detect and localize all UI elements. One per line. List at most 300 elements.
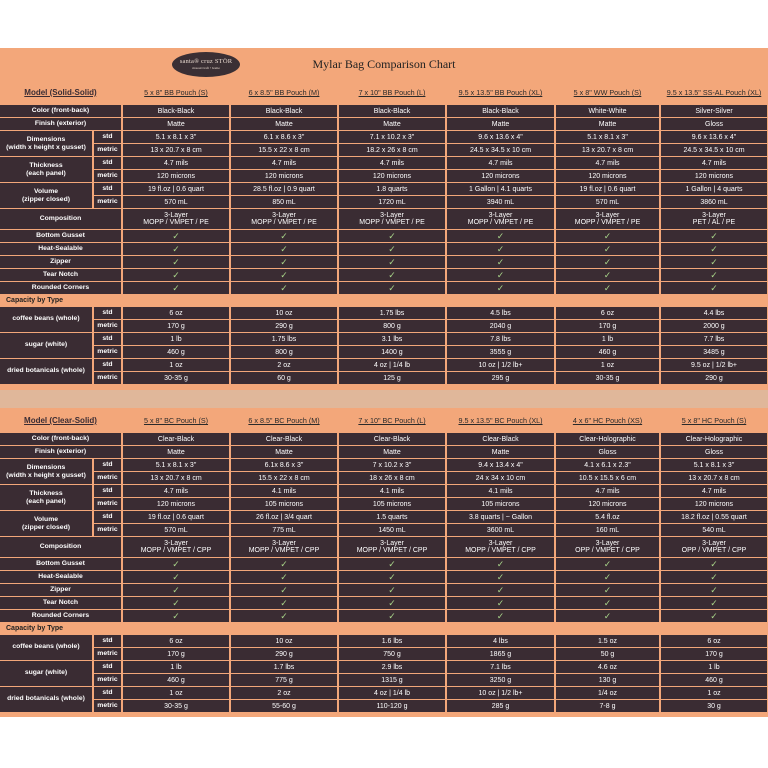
check-icon: ✓ [603, 584, 612, 595]
check-icon: ✓ [280, 269, 288, 280]
check-icon: ✓ [603, 558, 612, 569]
capacity-std-value: 1 oz [123, 687, 229, 699]
check-icon: ✓ [172, 269, 180, 280]
capacity-std-value: 4 oz | 1/4 lb [339, 359, 445, 371]
check-icon: ✓ [710, 610, 718, 621]
thickness-std-value: 4.7 mils [123, 485, 229, 497]
check-icon [123, 584, 229, 596]
thickness-metric-value: 120 microns [556, 170, 659, 182]
metric-label: metric [94, 346, 121, 358]
check-icon [661, 230, 767, 242]
color-value: Clear-Black [231, 433, 337, 445]
metric-label: metric [94, 170, 121, 182]
dimensions-metric-value: 15.5 x 22 x 8 cm [231, 144, 337, 156]
check-icon [231, 584, 337, 596]
check-icon: ✓ [496, 230, 505, 241]
composition-value: 3-Layer MOPP / VMPET / PE [231, 209, 337, 229]
check-icon: ✓ [280, 558, 288, 569]
feature-label: Rounded Corners [0, 282, 121, 294]
check-icon: ✓ [280, 584, 288, 595]
capacity-type-label: dried botanicals (whole) [0, 687, 92, 712]
capacity-std-value: 10 oz | 1/2 lb+ [447, 359, 554, 371]
capacity-metric-value: 30-35 g [556, 372, 659, 384]
volume-std-value: 19 fl.oz | 0.6 quart [556, 183, 659, 195]
dimensions-std-value: 5.1 x 8.1 x 3" [123, 459, 229, 471]
check-icon [556, 243, 659, 255]
check-icon: ✓ [710, 269, 718, 280]
check-icon [661, 571, 767, 583]
dimensions-metric-value: 15.5 x 22 x 8 cm [231, 472, 337, 484]
capacity-type-label: dried botanicals (whole) [0, 359, 92, 384]
check-icon: ✓ [496, 584, 505, 595]
capacity-std-value: 2.9 lbs [339, 661, 445, 673]
capacity-metric-value: 460 g [123, 346, 229, 358]
check-icon [661, 256, 767, 268]
capacity-metric-value: 130 g [556, 674, 659, 686]
capacity-metric-value: 1315 g [339, 674, 445, 686]
color-value: Clear-Holographic [556, 433, 659, 445]
check-icon [339, 584, 445, 596]
composition-value: 3-Layer OPP / VMPET / CPP [556, 537, 659, 557]
capacity-std-value: 1.5 oz [556, 635, 659, 647]
color-value: Clear-Holographic [661, 433, 767, 445]
volume-metric-value: 570 mL [123, 196, 229, 208]
check-icon: ✓ [280, 256, 288, 267]
capacity-metric-value: 1865 g [447, 648, 554, 660]
dimensions-std-value: 9.4 x 13.4 x 4" [447, 459, 554, 471]
feature-label: Rounded Corners [0, 610, 121, 622]
capacity-metric-value: 460 g [123, 674, 229, 686]
check-icon [447, 256, 554, 268]
volume-std-value: 18.2 fl.oz | 0.55 quart [661, 511, 767, 523]
check-icon: ✓ [710, 282, 718, 293]
metric-label: metric [94, 472, 121, 484]
capacity-std-value: 10 oz [231, 635, 337, 647]
check-icon [447, 571, 554, 583]
volume-label: Volume (zipper closed) [0, 183, 92, 208]
check-icon [339, 230, 445, 242]
check-icon [123, 243, 229, 255]
check-icon: ✓ [172, 610, 180, 621]
dimensions-metric-value: 10.5 x 15.5 x 6 cm [556, 472, 659, 484]
dimensions-std-value: 7 x 10.2 x 3" [339, 459, 445, 471]
volume-metric-value: 3860 mL [661, 196, 767, 208]
check-icon: ✓ [710, 243, 718, 254]
capacity-std-value: 4.4 lbs [661, 307, 767, 319]
composition-label: Composition [0, 537, 121, 557]
feature-label: Bottom Gusset [0, 230, 121, 242]
check-icon: ✓ [388, 597, 396, 608]
check-icon [556, 610, 659, 622]
volume-std-value: 5.4 fl.oz [556, 511, 659, 523]
capacity-metric-value: 170 g [123, 648, 229, 660]
check-icon [123, 256, 229, 268]
capacity-metric-value: 285 g [447, 700, 554, 712]
dimensions-std-value: 6.1 x 8.6 x 3" [231, 131, 337, 143]
check-icon [447, 269, 554, 281]
check-icon [661, 269, 767, 281]
check-icon: ✓ [603, 269, 612, 280]
volume-std-value: 1 Gallon | 4.1 quarts [447, 183, 554, 195]
color-label: Color (front-back) [0, 433, 121, 445]
check-icon [123, 610, 229, 622]
model-name: 5 x 8" HC Pouch (S) [661, 410, 767, 432]
capacity-type-label: coffee beans (whole) [0, 307, 92, 332]
metric-label: metric [94, 196, 121, 208]
check-icon: ✓ [496, 571, 505, 582]
composition-value: 3-Layer MOPP / VMPET / CPP [231, 537, 337, 557]
check-icon [447, 597, 554, 609]
thickness-std-value: 4.1 mils [231, 485, 337, 497]
capacity-metric-value: 800 g [231, 346, 337, 358]
capacity-metric-value: 170 g [556, 320, 659, 332]
check-icon [123, 597, 229, 609]
capacity-metric-value: 775 g [231, 674, 337, 686]
capacity-std-value: 10 oz [231, 307, 337, 319]
check-icon [447, 558, 554, 570]
dimensions-std-value: 5.1 x 8.1 x 3" [123, 131, 229, 143]
check-icon: ✓ [172, 597, 180, 608]
metric-label: metric [94, 524, 121, 536]
capacity-metric-value: 460 g [661, 674, 767, 686]
capacity-type-label: sugar (white) [0, 661, 92, 686]
check-icon [123, 571, 229, 583]
volume-metric-value: 775 mL [231, 524, 337, 536]
capacity-std-value: 7.1 lbs [447, 661, 554, 673]
check-icon [123, 269, 229, 281]
capacity-metric-value: 170 g [661, 648, 767, 660]
composition-label: Composition [0, 209, 121, 229]
capacity-std-value: 1.7 lbs [231, 661, 337, 673]
check-icon: ✓ [710, 571, 718, 582]
capacity-std-value: 1.6 lbs [339, 635, 445, 647]
check-icon: ✓ [388, 558, 396, 569]
model-name: 5 x 8" BB Pouch (S) [123, 82, 229, 104]
composition-value: 3-Layer MOPP / VMPET / PE [556, 209, 659, 229]
finish-value: Gloss [661, 118, 767, 130]
capacity-metric-value: 290 g [231, 320, 337, 332]
dimensions-label: Dimensions (width x height x gusset) [0, 131, 92, 156]
volume-std-value: 1 Gallon | 4 quarts [661, 183, 767, 195]
finish-value: Matte [447, 446, 554, 458]
check-icon [339, 558, 445, 570]
model-name: 7 x 10" BC Pouch (L) [339, 410, 445, 432]
model-header-label: Model (Clear-Solid) [0, 410, 121, 432]
feature-label: Tear Notch [0, 597, 121, 609]
check-icon [339, 610, 445, 622]
check-icon [231, 269, 337, 281]
check-icon [447, 610, 554, 622]
check-icon: ✓ [172, 584, 180, 595]
check-icon: ✓ [603, 243, 612, 254]
dimensions-metric-value: 13 x 20.7 x 8 cm [123, 144, 229, 156]
capacity-metric-value: 460 g [556, 346, 659, 358]
std-label: std [94, 333, 121, 345]
feature-label: Zipper [0, 256, 121, 268]
check-icon: ✓ [710, 558, 718, 569]
feature-label: Tear Notch [0, 269, 121, 281]
capacity-std-value: 1.75 lbs [231, 333, 337, 345]
check-icon [447, 243, 554, 255]
metric-label: metric [94, 372, 121, 384]
check-icon [231, 230, 337, 242]
color-value: Clear-Black [123, 433, 229, 445]
thickness-metric-value: 105 microns [447, 498, 554, 510]
std-label: std [94, 131, 121, 143]
check-icon [556, 571, 659, 583]
dimensions-metric-value: 18 x 26 x 8 cm [339, 472, 445, 484]
check-icon [447, 584, 554, 596]
capacity-std-value: 1 oz [661, 687, 767, 699]
thickness-label: Thickness (each panel) [0, 157, 92, 182]
capacity-header: Capacity by Type [0, 295, 768, 306]
check-icon [231, 282, 337, 294]
thickness-metric-value: 120 microns [339, 170, 445, 182]
color-value: Silver-Silver [661, 105, 767, 117]
thickness-std-value: 4.7 mils [123, 157, 229, 169]
finish-label: Finish (exterior) [0, 446, 121, 458]
capacity-std-value: 1.75 lbs [339, 307, 445, 319]
check-icon [231, 558, 337, 570]
check-icon [556, 269, 659, 281]
check-icon [231, 243, 337, 255]
dimensions-std-value: 4.1 x 6.1 x 2.3" [556, 459, 659, 471]
model-name: 9.5 x 13.5" SS-AL Pouch (XL) [661, 82, 767, 104]
dimensions-std-value: 6.1x 8.6 x 3" [231, 459, 337, 471]
check-icon: ✓ [280, 571, 288, 582]
check-icon [339, 571, 445, 583]
thickness-std-value: 4.1 mils [447, 485, 554, 497]
capacity-metric-value: 295 g [447, 372, 554, 384]
check-icon: ✓ [172, 256, 180, 267]
finish-value: Matte [231, 446, 337, 458]
capacity-std-value: 1 lb [123, 333, 229, 345]
thickness-std-value: 4.7 mils [556, 157, 659, 169]
check-icon [556, 584, 659, 596]
check-icon: ✓ [388, 584, 396, 595]
volume-metric-value: 1720 mL [339, 196, 445, 208]
volume-std-value: 28.5 fl.oz | 0.9 quart [231, 183, 337, 195]
capacity-std-value: 10 oz | 1/2 lb+ [447, 687, 554, 699]
capacity-metric-value: 750 g [339, 648, 445, 660]
model-name: 5 x 8" WW Pouch (S) [556, 82, 659, 104]
check-icon [661, 597, 767, 609]
dimensions-metric-value: 24.5 x 34.5 x 10 cm [661, 144, 767, 156]
check-icon: ✓ [603, 610, 612, 621]
check-icon [556, 558, 659, 570]
check-icon: ✓ [710, 230, 718, 241]
volume-metric-value: 570 mL [123, 524, 229, 536]
feature-label: Heat-Sealable [0, 243, 121, 255]
model-name: 9.5 x 13.5" BB Pouch (XL) [447, 82, 554, 104]
thickness-metric-value: 120 microns [661, 498, 767, 510]
thickness-metric-value: 105 microns [231, 498, 337, 510]
color-value: White-White [556, 105, 659, 117]
check-icon: ✓ [280, 282, 288, 293]
std-label: std [94, 459, 121, 471]
check-icon: ✓ [388, 282, 396, 293]
composition-value: 3-Layer MOPP / VMPET / PE [447, 209, 554, 229]
chart-title: Mylar Bag Comparison Chart [312, 57, 456, 71]
thickness-std-value: 4.7 mils [556, 485, 659, 497]
check-icon: ✓ [603, 597, 612, 608]
comparison-chart [0, 48, 768, 717]
composition-value: 3-Layer MOPP / VMPET / CPP [123, 537, 229, 557]
thickness-metric-value: 120 microns [556, 498, 659, 510]
composition-value: 3-Layer MOPP / VMPET / CPP [447, 537, 554, 557]
color-value: Black-Black [123, 105, 229, 117]
volume-metric-value: 850 mL [231, 196, 337, 208]
check-icon: ✓ [388, 571, 396, 582]
capacity-std-value: 1 oz [556, 359, 659, 371]
capacity-std-value: 6 oz [556, 307, 659, 319]
capacity-std-value: 1/4 oz [556, 687, 659, 699]
color-label: Color (front-back) [0, 105, 121, 117]
capacity-std-value: 1 lb [661, 661, 767, 673]
metric-label: metric [94, 648, 121, 660]
thickness-std-value: 4.7 mils [231, 157, 337, 169]
check-icon: ✓ [710, 597, 718, 608]
thickness-std-value: 4.7 mils [661, 157, 767, 169]
capacity-metric-value: 1400 g [339, 346, 445, 358]
check-icon: ✓ [280, 243, 288, 254]
section-divider [0, 390, 768, 408]
capacity-metric-value: 50 g [556, 648, 659, 660]
check-icon: ✓ [496, 558, 505, 569]
thickness-metric-value: 120 microns [661, 170, 767, 182]
composition-value: 3-Layer PET / AL / PE [661, 209, 767, 229]
finish-value: Matte [339, 118, 445, 130]
capacity-metric-value: 170 g [123, 320, 229, 332]
std-label: std [94, 511, 121, 523]
std-label: std [94, 183, 121, 195]
check-icon: ✓ [603, 230, 612, 241]
capacity-metric-value: 3250 g [447, 674, 554, 686]
metric-label: metric [94, 498, 121, 510]
finish-value: Matte [556, 118, 659, 130]
logo-text: santa® cruz STÖR [179, 58, 233, 65]
dimensions-metric-value: 13 x 20.7 x 8 cm [661, 472, 767, 484]
volume-std-value: 26 fl.oz | 3/4 quart [231, 511, 337, 523]
capacity-std-value: 1 lb [556, 333, 659, 345]
capacity-metric-value: 3555 g [447, 346, 554, 358]
thickness-std-value: 4.7 mils [447, 157, 554, 169]
check-icon: ✓ [710, 584, 718, 595]
volume-metric-value: 570 mL [556, 196, 659, 208]
dimensions-std-value: 9.6 x 13.6 x 4" [447, 131, 554, 143]
finish-value: Matte [339, 446, 445, 458]
volume-label: Volume (zipper closed) [0, 511, 92, 536]
capacity-metric-value: 30-35 g [123, 700, 229, 712]
check-icon [231, 571, 337, 583]
std-label: std [94, 635, 121, 647]
capacity-metric-value: 2000 g [661, 320, 767, 332]
check-icon [661, 584, 767, 596]
capacity-std-value: 1 lb [123, 661, 229, 673]
dimensions-std-value: 5.1 x 8.1 x 3" [661, 459, 767, 471]
model-header-label: Model (Solid-Solid) [0, 82, 121, 104]
check-icon [556, 282, 659, 294]
model-name: 5 x 8" BC Pouch (S) [123, 410, 229, 432]
composition-value: 3-Layer MOPP / VMPET / PE [123, 209, 229, 229]
color-value: Black-Black [231, 105, 337, 117]
capacity-std-value: 2 oz [231, 687, 337, 699]
color-value: Black-Black [447, 105, 554, 117]
composition-value: 3-Layer MOPP / VMPET / CPP [339, 537, 445, 557]
capacity-header: Capacity by Type [0, 623, 768, 634]
check-icon: ✓ [172, 558, 180, 569]
capacity-std-value: 9.5 oz | 1/2 lb+ [661, 359, 767, 371]
finish-value: Gloss [556, 446, 659, 458]
check-icon: ✓ [496, 282, 505, 293]
check-icon: ✓ [388, 269, 396, 280]
thickness-std-value: 4.7 mils [661, 485, 767, 497]
capacity-type-label: sugar (white) [0, 333, 92, 358]
check-icon [231, 256, 337, 268]
finish-label: Finish (exterior) [0, 118, 121, 130]
dimensions-metric-value: 24 x 34 x 10 cm [447, 472, 554, 484]
logo-tagline: mason•craft • home [192, 66, 220, 70]
volume-metric-value: 540 mL [661, 524, 767, 536]
capacity-std-value: 4 lbs [447, 635, 554, 647]
check-icon [123, 230, 229, 242]
check-icon [339, 243, 445, 255]
capacity-std-value: 6 oz [661, 635, 767, 647]
check-icon [123, 282, 229, 294]
capacity-metric-value: 2040 g [447, 320, 554, 332]
thickness-metric-value: 105 microns [339, 498, 445, 510]
model-name: 7 x 10" BB Pouch (L) [339, 82, 445, 104]
volume-metric-value: 3940 mL [447, 196, 554, 208]
dimensions-metric-value: 18.2 x 26 x 8 cm [339, 144, 445, 156]
capacity-std-value: 6 oz [123, 635, 229, 647]
capacity-metric-value: 110-120 g [339, 700, 445, 712]
check-icon [447, 230, 554, 242]
volume-metric-value: 160 mL [556, 524, 659, 536]
check-icon: ✓ [280, 610, 288, 621]
volume-std-value: 19 fl.oz | 0.6 quart [123, 511, 229, 523]
thickness-metric-value: 120 microns [123, 498, 229, 510]
check-icon: ✓ [496, 269, 505, 280]
std-label: std [94, 661, 121, 673]
thickness-std-value: 4.7 mils [339, 157, 445, 169]
check-icon: ✓ [172, 571, 180, 582]
check-icon: ✓ [603, 256, 612, 267]
check-icon: ✓ [603, 571, 612, 582]
check-icon [123, 558, 229, 570]
metric-label: metric [94, 320, 121, 332]
feature-label: Zipper [0, 584, 121, 596]
check-icon: ✓ [710, 256, 718, 267]
feature-label: Heat-Sealable [0, 571, 121, 583]
check-icon: ✓ [388, 610, 396, 621]
capacity-std-value: 4 oz | 1/4 lb [339, 687, 445, 699]
capacity-std-value: 3.1 lbs [339, 333, 445, 345]
check-icon: ✓ [280, 597, 288, 608]
check-icon [447, 282, 554, 294]
check-icon: ✓ [280, 230, 288, 241]
check-icon [661, 243, 767, 255]
volume-metric-value: 1450 mL [339, 524, 445, 536]
finish-value: Matte [123, 118, 229, 130]
capacity-metric-value: 30 g [661, 700, 767, 712]
dimensions-std-value: 5.1 x 8.1 x 3" [556, 131, 659, 143]
capacity-std-value: 6 oz [123, 307, 229, 319]
dimensions-std-value: 7.1 x 10.2 x 3" [339, 131, 445, 143]
feature-label: Bottom Gusset [0, 558, 121, 570]
title-bar [0, 48, 768, 81]
std-label: std [94, 359, 121, 371]
